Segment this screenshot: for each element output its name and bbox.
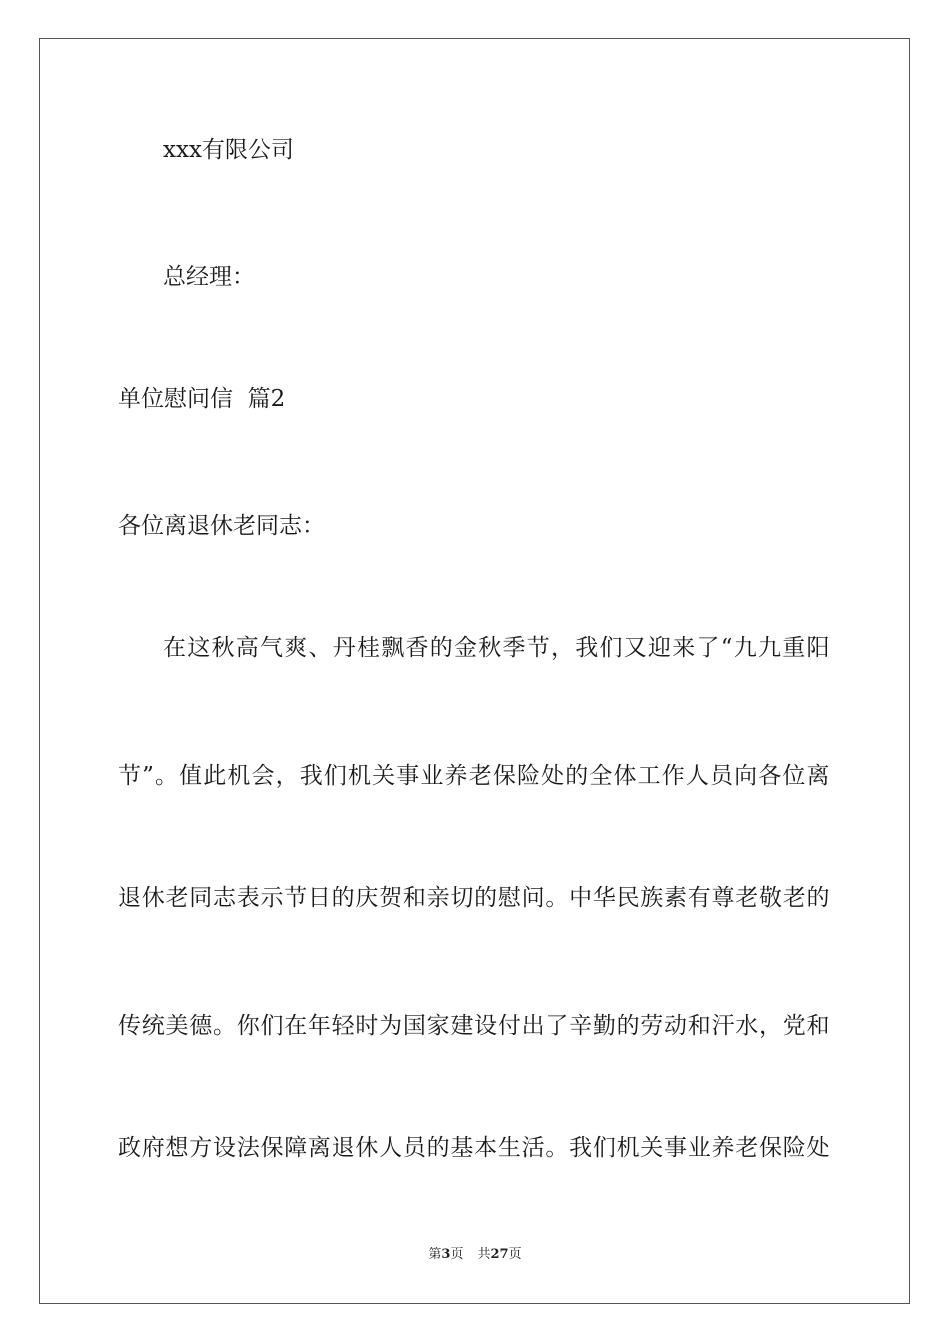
company-name: xxx有限公司: [163, 137, 294, 163]
total-suffix: 页: [508, 1247, 522, 1262]
page-current: 3: [441, 1247, 451, 1262]
body-line-5: 政府想方设法保障离退休人员的基本生活。我们机关事业养老保险处: [118, 1135, 830, 1161]
page-suffix: 页: [450, 1247, 464, 1262]
salutation: 各位离退休老同志：: [118, 513, 325, 539]
page-footer: [0, 1245, 950, 1265]
section-title: 单位慰问信 篇2: [118, 386, 286, 412]
body-line-3: 退休老同志表示节日的庆贺和亲切的慰问。中华民族素有尊老敬老的: [118, 885, 830, 911]
body-line-1: 在这秋高气爽、丹桂飘香的金秋季节，我们又迎来了“九九重阳: [163, 635, 830, 661]
manager-signature-label: 总经理：: [163, 264, 255, 290]
page-prefix: 第: [428, 1247, 442, 1262]
body-line-4: 传统美德。你们在年轻时为国家建设付出了辛勤的劳动和汗水，党和: [118, 1013, 830, 1039]
total-prefix: 共: [477, 1247, 491, 1262]
page-total: 27: [490, 1247, 509, 1262]
body-line-2: 节”。值此机会，我们机关事业养老保险处的全体工作人员向各位离: [118, 763, 830, 789]
page-border: [39, 38, 910, 1304]
